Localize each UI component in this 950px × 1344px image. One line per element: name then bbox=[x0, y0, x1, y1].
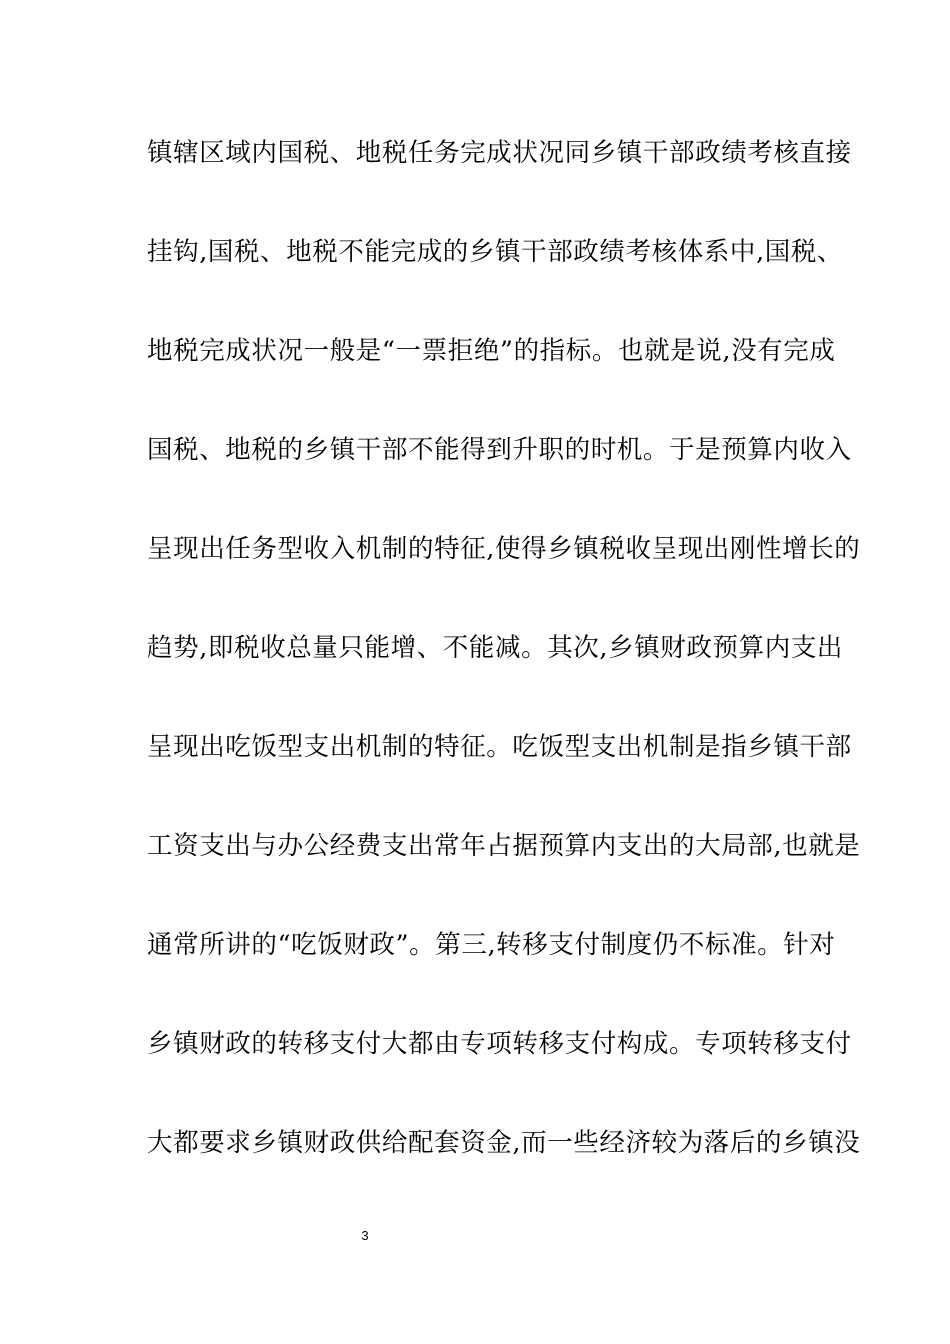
text-line: 呈现出任务型收入机制的特征,使得乡镇税收呈现出刚性增长的 bbox=[147, 534, 861, 564]
body-text bbox=[147, 128, 861, 1217]
text-line: 挂钩,国税、地税不能完成的乡镇干部政绩考核体系中,国税、 bbox=[147, 237, 844, 267]
text-line: 国税、地税的乡镇干部不能得到升职的时机。于是预算内收入 bbox=[147, 435, 852, 465]
text-line: 呈现出吃饭型支出机制的特征。吃饭型支出机制是指乡镇干部 bbox=[147, 732, 852, 762]
text-line: 镇辖区域内国税、地税任务完成状况同乡镇干部政绩考核直接 bbox=[147, 138, 852, 168]
page-number: 3 bbox=[361, 1228, 369, 1243]
text-line: 乡镇财政的转移支付大都由专项转移支付构成。专项转移支付 bbox=[147, 1029, 852, 1059]
text-line: 地税完成状况一般是“一票拒绝”的指标。也就是说,没有完成 bbox=[147, 336, 836, 366]
text-line: 工资支出与办公经费支出常年占据预算内支出的大局部,也就是 bbox=[147, 831, 861, 861]
text-line: 大都要求乡镇财政供给配套资金,而一些经济较为落后的乡镇没 bbox=[147, 1128, 861, 1158]
text-line: 通常所讲的“吃饭财政”。第三,转移支付制度仍不标准。针对 bbox=[147, 930, 836, 960]
text-line: 趋势,即税收总量只能增、不能减。其次,乡镇财政预算内支出 bbox=[147, 633, 844, 663]
